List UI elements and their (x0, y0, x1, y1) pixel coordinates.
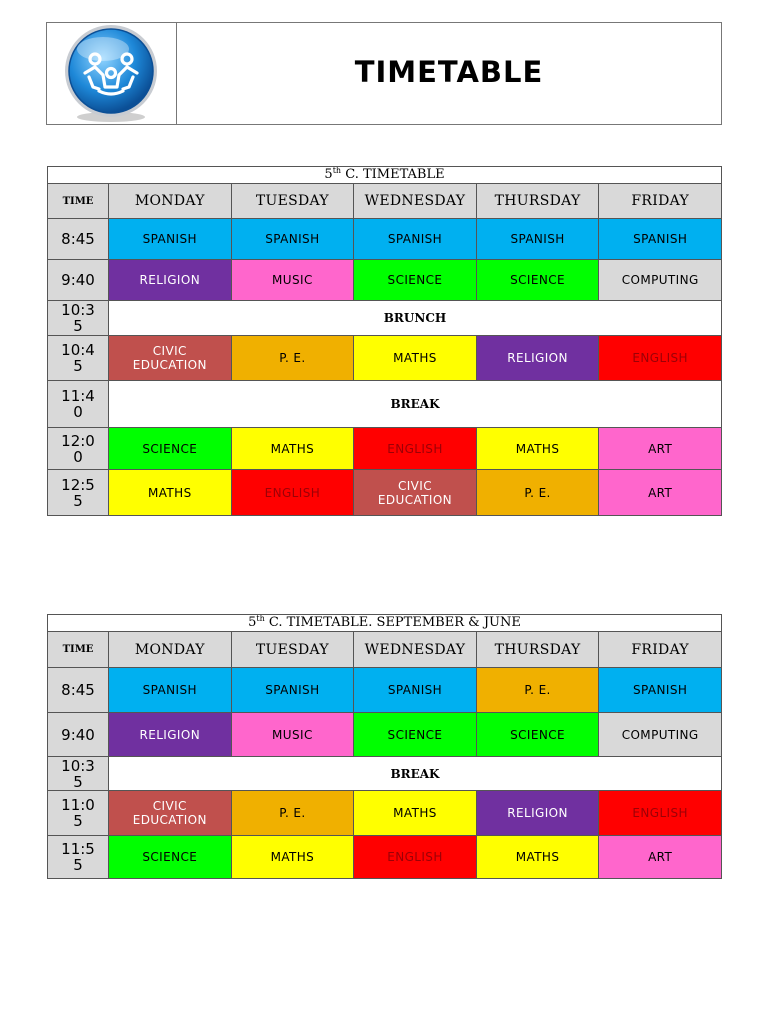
subject-cell-spanish: SPANISH (109, 668, 232, 713)
subject-cell-science: SCIENCE (109, 836, 232, 879)
subject-cell-p-e: P. E. (231, 791, 354, 836)
subject-cell-english: ENGLISH (354, 428, 477, 470)
table-row (48, 836, 722, 879)
subject-cell-maths: MATHS (476, 428, 599, 470)
subject-cell-computing: COMPUTING (599, 713, 722, 757)
time-slot: 10:3 5 (48, 757, 109, 791)
subject-cell-science: SCIENCE (476, 260, 599, 301)
school-logo-icon (59, 25, 163, 125)
subject-cell-english: ENGLISH (354, 836, 477, 879)
subject-cell-spanish: SPANISH (476, 219, 599, 260)
time-slot: 11:4 0 (48, 381, 109, 428)
table-row (48, 668, 722, 713)
time-slot: 11:5 5 (48, 836, 109, 879)
subject-cell-maths: MATHS (354, 336, 477, 381)
break-row: BREAK (109, 757, 722, 791)
subject-cell-p-e: P. E. (476, 668, 599, 713)
page-header (46, 22, 722, 125)
day-header-thursday: THURSDAY (476, 632, 599, 668)
subject-cell-art: ART (599, 836, 722, 879)
day-header-monday: MONDAY (109, 184, 232, 219)
table-row (48, 757, 722, 791)
subject-cell-spanish: SPANISH (109, 219, 232, 260)
subject-cell-spanish: SPANISH (354, 668, 477, 713)
timetable-caption (48, 615, 722, 632)
table-row (48, 470, 722, 516)
table-row (48, 336, 722, 381)
timetable-caption (48, 167, 722, 184)
subject-cell-music: MUSIC (231, 713, 354, 757)
subject-cell-maths: MATHS (109, 470, 232, 516)
page-title: TIMETABLE (354, 54, 544, 89)
subject-cell-computing: COMPUTING (599, 260, 722, 301)
time-column-header: TIME (48, 184, 109, 219)
time-slot: 9:40 (48, 713, 109, 757)
table-row (48, 301, 722, 336)
caption-number: 5 (248, 615, 257, 630)
subject-cell-english: ENGLISH (599, 791, 722, 836)
caption-text: C. TIMETABLE (341, 167, 445, 182)
time-column-header: TIME (48, 632, 109, 668)
subject-cell-science: SCIENCE (109, 428, 232, 470)
subject-cell-english: ENGLISH (231, 470, 354, 516)
subject-cell-spanish: SPANISH (599, 219, 722, 260)
day-header-thursday: THURSDAY (476, 184, 599, 219)
caption-superscript: th (256, 614, 265, 623)
day-header-wednesday: WEDNESDAY (354, 632, 477, 668)
subject-cell-civic-education: CIVIC EDUCATION (109, 791, 232, 836)
subject-cell-civic-education: CIVIC EDUCATION (109, 336, 232, 381)
subject-cell-maths: MATHS (231, 428, 354, 470)
subject-cell-maths: MATHS (354, 791, 477, 836)
subject-cell-music: MUSIC (231, 260, 354, 301)
day-header-wednesday: WEDNESDAY (354, 184, 477, 219)
subject-cell-science: SCIENCE (476, 713, 599, 757)
caption-superscript: th (332, 166, 342, 175)
caption-text: C. TIMETABLE. SEPTEMBER & JUNE (264, 615, 521, 630)
time-slot: 12:5 5 (48, 470, 109, 516)
time-slot: 11:0 5 (48, 791, 109, 836)
table-row (48, 791, 722, 836)
table-row (48, 381, 722, 428)
subject-cell-p-e: P. E. (231, 336, 354, 381)
time-slot: 8:45 (48, 668, 109, 713)
subject-cell-maths: MATHS (476, 836, 599, 879)
subject-cell-religion: RELIGION (109, 260, 232, 301)
subject-cell-civic-education: CIVIC EDUCATION (354, 470, 477, 516)
logo-cell (47, 23, 177, 124)
subject-cell-spanish: SPANISH (231, 668, 354, 713)
time-slot: 10:4 5 (48, 336, 109, 381)
subject-cell-science: SCIENCE (354, 260, 477, 301)
subject-cell-art: ART (599, 470, 722, 516)
table-row (48, 260, 722, 301)
table-row (48, 219, 722, 260)
timetable-regular (47, 166, 722, 516)
subject-cell-spanish: SPANISH (599, 668, 722, 713)
brunch-row: BRUNCH (109, 301, 722, 336)
time-slot: 8:45 (48, 219, 109, 260)
subject-cell-spanish: SPANISH (231, 219, 354, 260)
time-slot: 10:3 5 (48, 301, 109, 336)
break-row: BREAK (109, 381, 722, 428)
subject-cell-spanish: SPANISH (354, 219, 477, 260)
subject-cell-maths: MATHS (231, 836, 354, 879)
subject-cell-religion: RELIGION (476, 791, 599, 836)
timetable-september-june (47, 614, 722, 879)
day-header-friday: FRIDAY (599, 184, 722, 219)
time-slot: 9:40 (48, 260, 109, 301)
day-header-tuesday: TUESDAY (231, 632, 354, 668)
day-header-tuesday: TUESDAY (231, 184, 354, 219)
caption-number: 5 (324, 167, 333, 182)
title-cell (177, 23, 721, 124)
subject-cell-p-e: P. E. (476, 470, 599, 516)
subject-cell-english: ENGLISH (599, 336, 722, 381)
subject-cell-art: ART (599, 428, 722, 470)
day-header-friday: FRIDAY (599, 632, 722, 668)
day-header-monday: MONDAY (109, 632, 232, 668)
table-row (48, 713, 722, 757)
time-slot: 12:0 0 (48, 428, 109, 470)
subject-cell-science: SCIENCE (354, 713, 477, 757)
table-row (48, 428, 722, 470)
subject-cell-religion: RELIGION (109, 713, 232, 757)
subject-cell-religion: RELIGION (476, 336, 599, 381)
